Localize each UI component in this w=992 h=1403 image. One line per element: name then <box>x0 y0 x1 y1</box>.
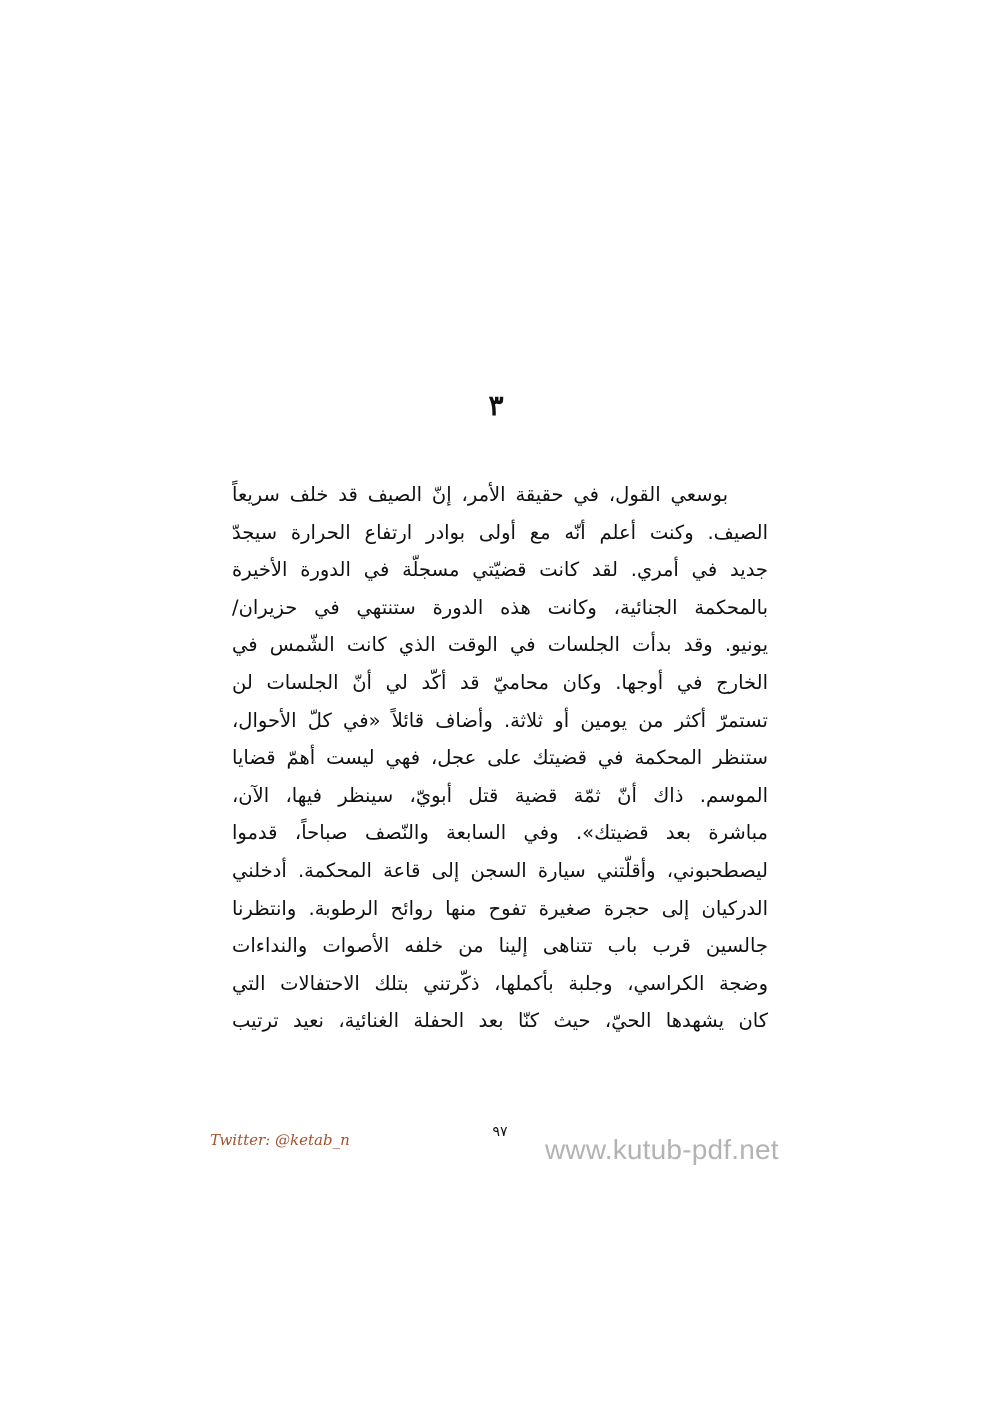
paragraph-line: جالسين قرب باب تتناهى إلينا من خلفه الأصوات والنداءات <box>232 934 768 958</box>
paragraph-line: جديد في أمري. لقد كانت قضيّتي مسجلّة في الدورة الأخيرة <box>232 558 768 582</box>
paragraph-line: كان يشهدها الحيّ، حيث كنّا بعد الحفلة الغنائية، نعيد ترتيب <box>232 1009 768 1033</box>
page-number: ٩٧ <box>492 1124 508 1140</box>
paragraph-line: يونيو. وقد بدأت الجلسات في الوقت الذي كانت الشّمس في <box>232 633 768 657</box>
paragraph-line: الدركيان إلى حجرة صغيرة تفوح منها روائح الرطوبة. وانتظرنا <box>232 896 768 920</box>
paragraph-line: بوسعي القول، في حقيقة الأمر، إنّ الصيف قد خلف سريعاً <box>232 483 728 506</box>
chapter-number: ٣ <box>488 389 504 422</box>
watermark-url: www.kutub-pdf.net <box>545 1134 779 1165</box>
paragraph-line: ستنظر المحكمة في قضيتك على عجل، فهي ليست أهمّ قضايا <box>232 746 768 770</box>
paragraph-line: الخارج في أوجها. وكان محاميّ قد أكّد لي أنّ الجلسات لن <box>232 670 768 694</box>
paragraph-line: مباشرة بعد قضيتك». وفي السابعة والنّصف صباحاً، قدموا <box>232 821 768 845</box>
paragraph-line: وضجة الكراسي، وجلبة بأكملها، ذكّرتني بتلك الاحتفالات التي <box>232 971 768 995</box>
twitter-handle: Twitter: @ketab_n <box>210 1131 350 1149</box>
chapter-paragraph <box>232 476 768 1040</box>
paragraph-line: تستمرّ أكثر من يومين أو ثلاثة. وأضاف قائلاً «في كلّ الأحوال، <box>232 708 768 732</box>
paragraph-line: ليصطحبوني، وأقلّتني سيارة السجن إلى قاعة المحكمة. أدخلني <box>232 858 768 882</box>
paragraph-line: الموسم. ذاك أنّ ثمّة قضية قتل أبويّ، سينظر فيها، الآن، <box>232 783 768 807</box>
paragraph-line: الصيف. وكنت أعلم أنّه مع أولى بوادر ارتفاع الحرارة سيجدّ <box>232 520 768 544</box>
paragraph-line: بالمحكمة الجنائية، وكانت هذه الدورة ستنتهي في حزيران/ <box>232 595 768 619</box>
